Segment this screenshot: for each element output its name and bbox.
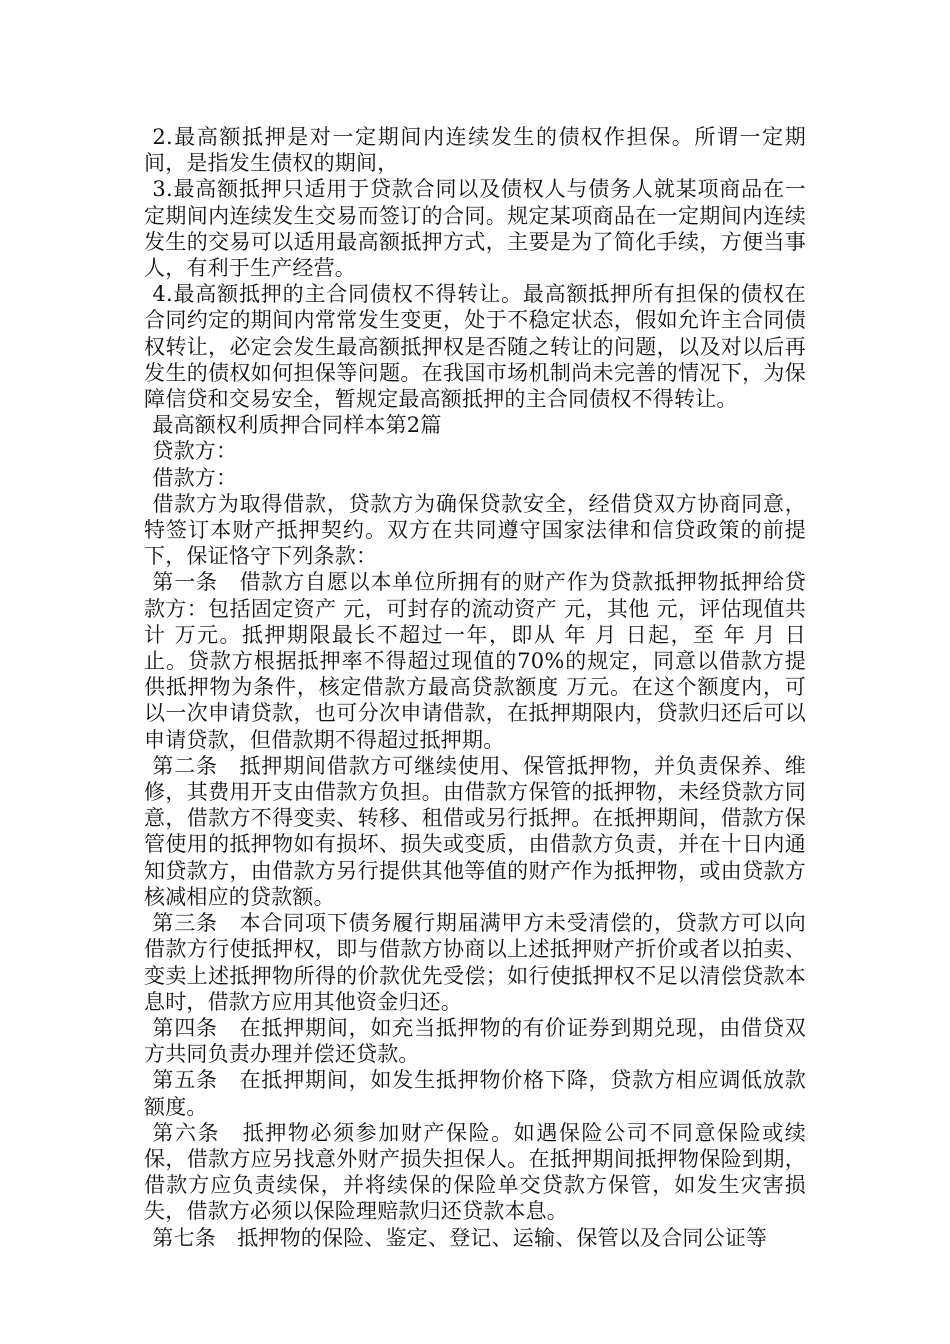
article-1: 第一条 借款方自愿以本单位所拥有的财产作为贷款抵押物抵押给贷款方：包括固定资产 元，可封存的流动资产 元，其他 元，评估现值共计 万元。抵押期限最长不超过一年，即从 年 月 日起，至 年 月 日止。贷款方根据抵押率不得超过现值的70%的规定，同意以借款方提供抵押物为条件，核定借款方最高贷款额度 万元。在这个额度内，可以一次申请贷款，也可分次申请借款，在抵押期限内，贷款归还后可以申请贷款，但借款期不得超过抵押期。 [144, 570, 806, 752]
article-6: 第六条 抵押物必须参加财产保险。如遇保险公司不同意保险或续保，借款方应另找意外财产损失担保人。在抵押期间抵押物保险到期，借款方应负责续保，并将续保的保险单交贷款方保管，如发生灾害损失，借款方必须以保险理赔款归还贷款本息。 [144, 1120, 806, 1224]
lender-line: 贷款方： [152, 439, 238, 464]
preamble-paragraph: 借款方为取得借款，贷款方为确保贷款安全，经借贷双方协商同意，特签订本财产抵押契约。双方在共同遵守国家法律和信贷政策的前提下，保证恪守下列条款： [144, 491, 806, 569]
article-3: 第三条 本合同项下债务履行期届满甲方未受清偿的，贷款方可以向借款方行使抵押权，即与借款方协商以上述抵押财产折价或者以拍卖、变卖上述抵押物所得的价款优先受偿；如行使抵押权不足以清偿贷款本息时，借款方应用其他资金归还。 [144, 911, 806, 1014]
article-7: 第七条 抵押物的保险、鉴定、登记、运输、保管以及合同公证等 [152, 1225, 768, 1250]
section-title: 最高额权利质押合同样本第2篇 [152, 413, 442, 438]
article-2: 第二条 抵押期间借款方可继续使用、保管抵押物，并负责保养、维修，其费用开支由借款方负担。由借款方保管的抵押物，未经贷款方同意，借款方不得变卖、转移、租借或另行抵押。在抵押期间，借款方保管使用的抵押物如有损坏、损失或变质，由借款方负责，并在十日内通知贷款方，由借款方另行提供其他等值的财产作为抵押物，或由贷款方核减相应的贷款额。 [144, 753, 806, 909]
article-5: 第五条 在抵押期间，如发生抵押物价格下降，贷款方相应调低放款额度。 [144, 1068, 806, 1119]
borrower-line: 借款方： [152, 465, 238, 490]
article-4: 第四条 在抵押期间，如充当抵押物的有价证券到期兑现，由借贷双方共同负责办理并偿还贷款。 [144, 1015, 806, 1067]
paragraph-clause-2: 2.最高额抵押是对一定期间内连续发生的债权作担保。所谓一定期间，是指发生债权的期间， [144, 125, 806, 176]
paragraph-clause-3: 3.最高额抵押只适用于贷款合同以及债权人与债务人就某项商品在一定期间内连续发生交易而签订的合同。规定某项商品在一定期间内连续发生的交易可以适用最高额抵押方式，主要是为了简化手续，方便当事人，有利于生产经营。 [144, 177, 806, 281]
paragraph-clause-4: 4.最高额抵押的主合同债权不得转让。最高额抵押所有担保的债权在合同约定的期间内常常发生变更，处于不稳定状态，假如允许主合同债权转让，必定会发生最高额抵押权是否随之转让的问题，以及对以后再发生的债权如何担保等问题。在我国市场机制尚未完善的情况下，为保障信贷和交易安全，暂规定最高额抵押的主合同债权不得转让。 [144, 282, 806, 412]
document-body [144, 124, 806, 1251]
